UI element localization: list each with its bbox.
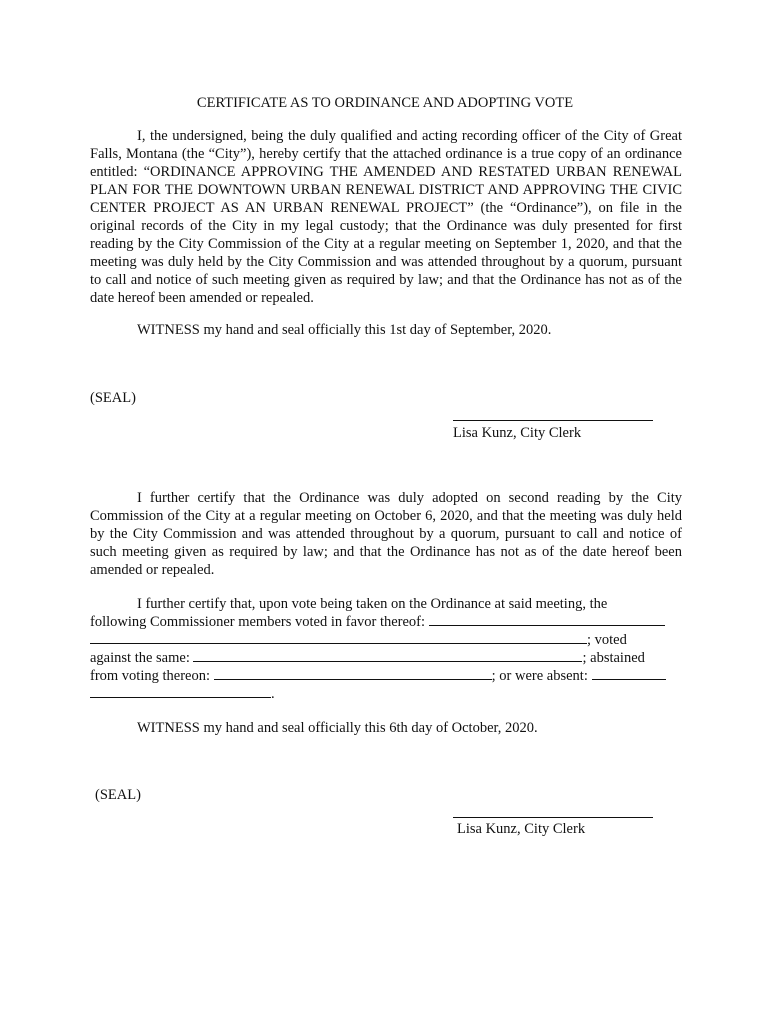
vote-line-1: I further certify that, upon vote being taken on the Ordinance at said meeting, the [137,596,608,612]
witness-statement-1: WITNESS my hand and seal officially this 1st day of September, 2020. [137,322,552,338]
document-title: CERTIFICATE AS TO ORDINANCE AND ADOPTING VOTE [196,95,574,111]
vote-line-6 [90,685,682,703]
signature-line-2 [453,817,653,818]
signer-name-1: Lisa Kunz, City Clerk [453,425,582,441]
in-favor-blank [429,613,665,626]
vote-period: . [271,686,275,702]
second-reading-paragraph [90,489,682,579]
second-reading-text: I further certify that the Ordinance was duly adopted on second reading by the City Commission of the City at a regular meeting on October 6, 2020, and that the meeting was duly held by the City Commission and was attended throughout by a quorum, pursuant to call and notice of such meeting given as required by law; and that the Ordinance has not as of the date hereof been amended or repealed. [90,490,682,578]
against-blank [193,649,582,662]
vote-line-4 [90,649,682,667]
first-reading-text: I, the undersigned, being the duly qualified and acting recording officer of the City of Great Falls, Montana (the “City”), hereby certify that the attached ordinance is a true copy of an ordinance entitled: “ORDINANCE APPROVING THE AMENDED AND RESTATED URBAN RENEWAL PLAN FOR THE DOWNTOWN URBAN RENEWAL DISTRICT AND APPROVING THE CIVIC CENTER PROJECT AS AN URBAN RENEWAL PROJECT” (the “Ordinance”), on file in the original records of the City in my legal custody; that the Ordinance was duly presented for first reading by the City Commission of the City at a regular meeting on September 1, 2020, and that the meeting was duly held by the City Commission and was attended throughout by a quorum, pursuant to call and notice of such meeting given as required by law; and that the Ordinance has not as of the date hereof been amended or repealed. [90,128,682,306]
abstained-continued-label: from voting thereon: [90,668,211,684]
voted-label: ; voted [587,632,627,648]
witness-statement-2: WITNESS my hand and seal officially this 6th day of October, 2020. [137,720,538,736]
signer-name-2: Lisa Kunz, City Clerk [457,821,586,837]
first-reading-paragraph [90,127,682,307]
absent-label: ; or were absent: [491,668,588,684]
vote-line-3 [90,631,682,649]
absent-blank-continued [90,685,271,698]
abstained-label: ; abstained [582,650,645,666]
against-label: against the same: [90,650,190,666]
absent-blank [592,667,666,680]
abstained-blank [214,667,492,680]
vote-line-2 [90,613,682,631]
seal-label-1: (SEAL) [90,390,136,406]
signature-line-1 [453,420,653,421]
in-favor-label: following Commissioner members voted in favor thereof: [90,614,426,630]
vote-line-5 [90,667,682,685]
seal-label-2: (SEAL) [95,787,141,803]
in-favor-blank-continued [90,631,587,644]
